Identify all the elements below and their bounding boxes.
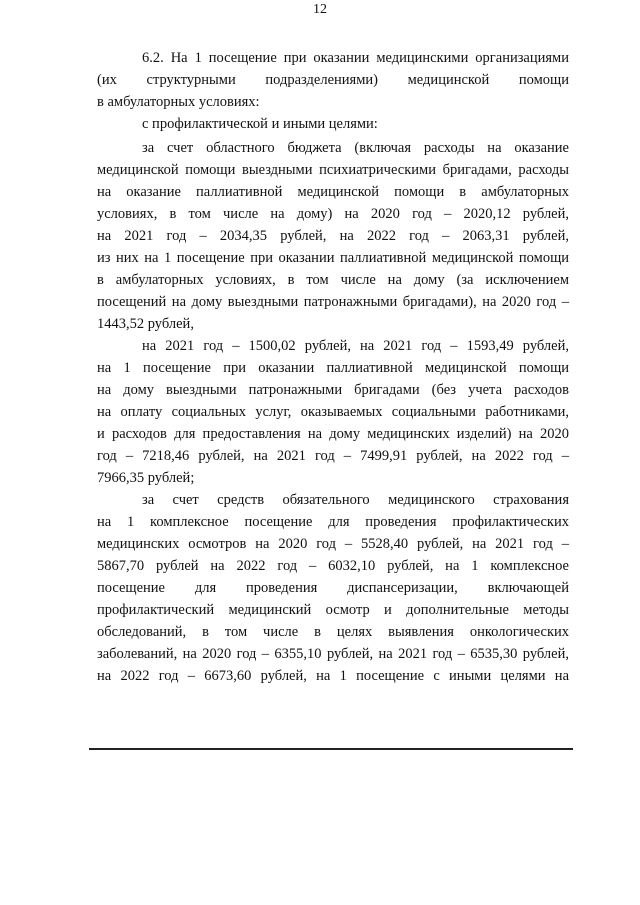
text-line: (их структурными подразделениями) медицинской помощи xyxy=(97,72,569,88)
footer-divider xyxy=(89,748,573,750)
text-line: медицинской помощи выездными психиатрическими бригадами, расходы xyxy=(97,162,569,178)
text-line: 7966,35 рублей; xyxy=(97,470,195,486)
text-line: 1443,52 рублей, xyxy=(97,316,194,332)
text-line: на оказание паллиативной медицинской помощи в амбулаторных xyxy=(97,184,569,200)
text-line: на 1 комплексное посещение для проведения профилактических xyxy=(97,514,569,530)
text-line: обследований, в том числе в целях выявления онкологических xyxy=(97,624,569,640)
text-line: на оплату социальных услуг, оказываемых социальными работниками, xyxy=(97,404,569,420)
page-number: 12 xyxy=(313,2,327,17)
text-line: профилактический медицинский осмотр и дополнительные методы xyxy=(97,602,569,618)
text-line: условиях, в том числе на дому) на 2020 год – 2020,12 рублей, xyxy=(97,206,569,222)
text-line: на 2021 год – 2034,35 рублей, на 2022 год – 2063,31 рублей, xyxy=(97,228,569,244)
text-line: на 2021 год – 1500,02 рублей, на 2021 год – 1593,49 рублей, xyxy=(142,338,569,354)
text-line: 6.2. На 1 посещение при оказании медицинскими организациями xyxy=(142,50,569,66)
text-line: медицинских осмотров на 2020 год – 5528,40 рублей, на 2021 год – xyxy=(97,536,569,552)
text-line: 5867,70 рублей на 2022 год – 6032,10 рублей, на 1 комплексное xyxy=(97,558,569,574)
text-line: посещений на дому выездными патронажными бригадами), на 2020 год – xyxy=(97,294,569,310)
text-line: год – 7218,46 рублей, на 2021 год – 7499,91 рублей, на 2022 год – xyxy=(97,448,569,464)
text-line: и расходов для предоставления на дому медицинских изделий) на 2020 xyxy=(97,426,569,442)
text-line: из них на 1 посещение при оказании паллиативной медицинской помощи xyxy=(97,250,569,266)
text-line: на 1 посещение при оказании паллиативной медицинской помощи xyxy=(97,360,569,376)
text-line: с профилактической и иными целями: xyxy=(142,116,378,132)
text-line: заболеваний, на 2020 год – 6355,10 рублей, на 2021 год – 6535,30 рублей, xyxy=(97,646,569,662)
text-line: посещение для проведения диспансеризации, включающей xyxy=(97,580,569,596)
text-line: за счет областного бюджета (включая расходы на оказание xyxy=(142,140,569,156)
text-line: на 2022 год – 6673,60 рублей, на 1 посещение с иными целями на xyxy=(97,668,569,684)
text-line: за счет средств обязательного медицинского страхования xyxy=(142,492,569,508)
text-line: в амбулаторных условиях, в том числе на дому (за исключением xyxy=(97,272,569,288)
text-line: в амбулаторных условиях: xyxy=(97,94,260,110)
text-line: на дому выездными патронажными бригадами (без учета расходов xyxy=(97,382,569,398)
